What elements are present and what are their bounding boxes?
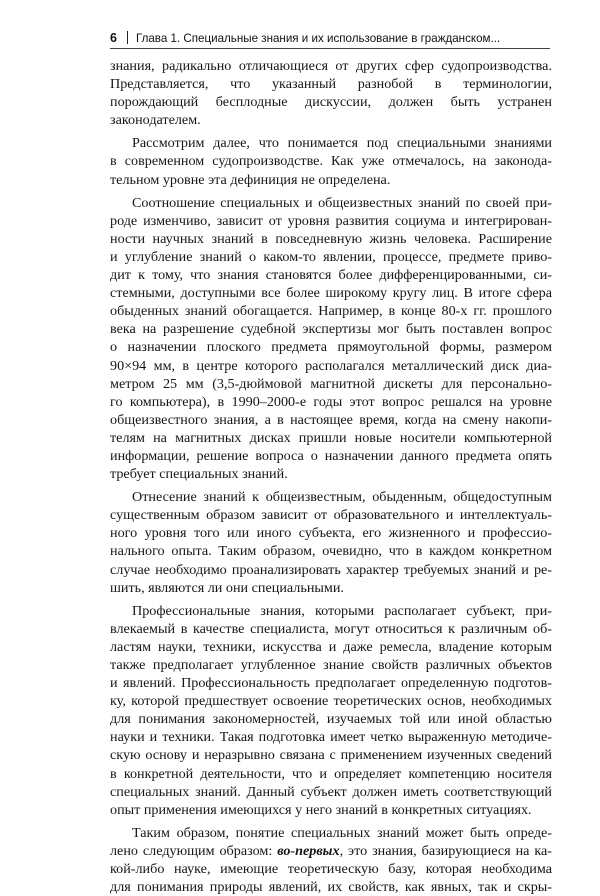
paragraph-3 [110, 194, 552, 484]
text-line: влекаемый в качестве специалиста, могут относиться к различным об- [110, 620, 552, 637]
text-line: дит к тому, что знания становятся более дифференцированными, си- [110, 267, 552, 284]
text-line: скую основу и неразрывно связана с применением изученных сведений [110, 747, 552, 764]
running-header [110, 27, 560, 49]
text-line: ластям науки, техники, искусства и даже ремесла, владение которым [110, 638, 552, 655]
paragraph-4 [110, 488, 552, 597]
text-line: Таким образом, понятие специальных знаний может быть опреде- [132, 824, 552, 841]
text-line: ного уровня того или иного субъекта, его жизненного и профессио- [110, 525, 552, 542]
text-line: тельном уровне эта дефиниция не определена. [110, 171, 391, 188]
text-line: го компьютера), в 1990–2000-е годы этот вопрос решался на уровне [110, 393, 552, 410]
running-title: Глава 1. Специальные знания и их использование в гражданском... [135, 32, 501, 45]
text-line: общеизвестного знания, а в настоящее время, когда на смену накопи- [110, 411, 552, 428]
text-line: и явлений. Профессиональность предполагает определенную подготов- [110, 675, 552, 692]
header-separator [127, 31, 128, 44]
text-run: , это знания, базирующиеся на ка- [339, 842, 552, 859]
text-line: метром 25 мм (3,5-дюймовой магнитной дискеты для персонально- [110, 375, 552, 392]
text-line: знания, радикально отличающиеся от других сфер судопроизводства. [110, 58, 552, 74]
text-line: в современном судопроизводстве. Как уже отмечалось, на законода- [110, 153, 552, 170]
text-line: и углубление знаний о каком-то явлении, процессе, предмете приво- [110, 248, 552, 265]
paragraph-1 [110, 57, 552, 129]
text-line: кой-либо науке, имеющие теоретическую базу, которая необходима [110, 861, 552, 878]
paragraph-6 [110, 824, 552, 896]
text-line: требует специальных знаний. [110, 466, 288, 483]
text-line: случае необходимо проанализировать характер требуемых знаний и ре- [110, 561, 552, 578]
text-line: информации, решение вопроса о назначении данного предмета опять [110, 447, 552, 464]
text-line: также предполагает углубленное знание свойств различных объектов [110, 657, 552, 673]
page-number: 6 [110, 31, 117, 45]
paragraph-5 [110, 602, 552, 819]
text-line: для понимания природы явлений, их свойств, как явных, так и скры- [110, 879, 552, 896]
text-line: науки и техники. Такая подготовка имеет четко выраженную методиче- [110, 729, 552, 746]
text-line: в конкретной деятельности, что и определяет компетенцию носителя [110, 765, 552, 782]
text-line: 90×94 мм, в центре которого располагался металлический диск диа- [110, 357, 552, 374]
text-line: роде изменчиво, зависит от уровня развития социума и интегрирован- [110, 212, 552, 229]
text-line: существенным образом зависит от образовательного и интеллектуаль- [110, 507, 552, 524]
text-line: для понимания закономерностей, изучаемых той или иной областью [110, 711, 552, 728]
page-body [110, 57, 552, 896]
text-line: Соотношение специальных и общеизвестных знаний по своей при- [132, 194, 552, 211]
text-line: Рассмотрим далее, что понимается под специальными знаниями [132, 135, 552, 152]
text-line: стемными, доступными все более широкому кругу лиц. В итоге сфера [110, 285, 552, 302]
emphasis-term: во-первых [277, 842, 340, 859]
text-line: нального опыта. Таким образом, очевидно, что в каждом конкретном [110, 543, 552, 560]
text-line: специальных знаний. Данный субъект должен иметь соответствующий [110, 783, 552, 800]
text-line: обыденных знаний обогащается. Например, в конце 80-х гг. прошлого [110, 303, 552, 320]
text-line: ку, которой предшествует освоение теоретических основ, необходимых [110, 693, 552, 710]
paragraph-2 [110, 134, 552, 188]
text-line: опыт применения имеющихся у него знаний в конкретных ситуациях. [110, 801, 532, 818]
text-line-with-emphasis [110, 842, 552, 860]
text-line: шить, являются ли они специальными. [110, 579, 344, 596]
text-line: века на разрешение судебной экспертизы мог быть поставлен вопрос [110, 321, 552, 338]
text-line: Отнесение знаний к общеизвестным, обыденным, общедоступным [132, 489, 552, 506]
header-rule [110, 48, 550, 49]
text-run: лено следующим образом: [110, 842, 273, 859]
text-line: телям на магнитных дисках пришли новые носители компьютерной [110, 429, 552, 446]
text-line: Профессиональные знания, которыми располагает субъект, при- [132, 602, 552, 619]
text-line: Представляется, что указанный разнобой в терминологии, порождающий бесплодные дискуссии, должен быть устранен законодателем. [110, 76, 552, 129]
text-line: о назначении плоского предмета прямоугольной формы, размером [110, 339, 552, 356]
text-line: ности научных знаний в повседневную жизнь человека. Расширение [110, 230, 552, 247]
